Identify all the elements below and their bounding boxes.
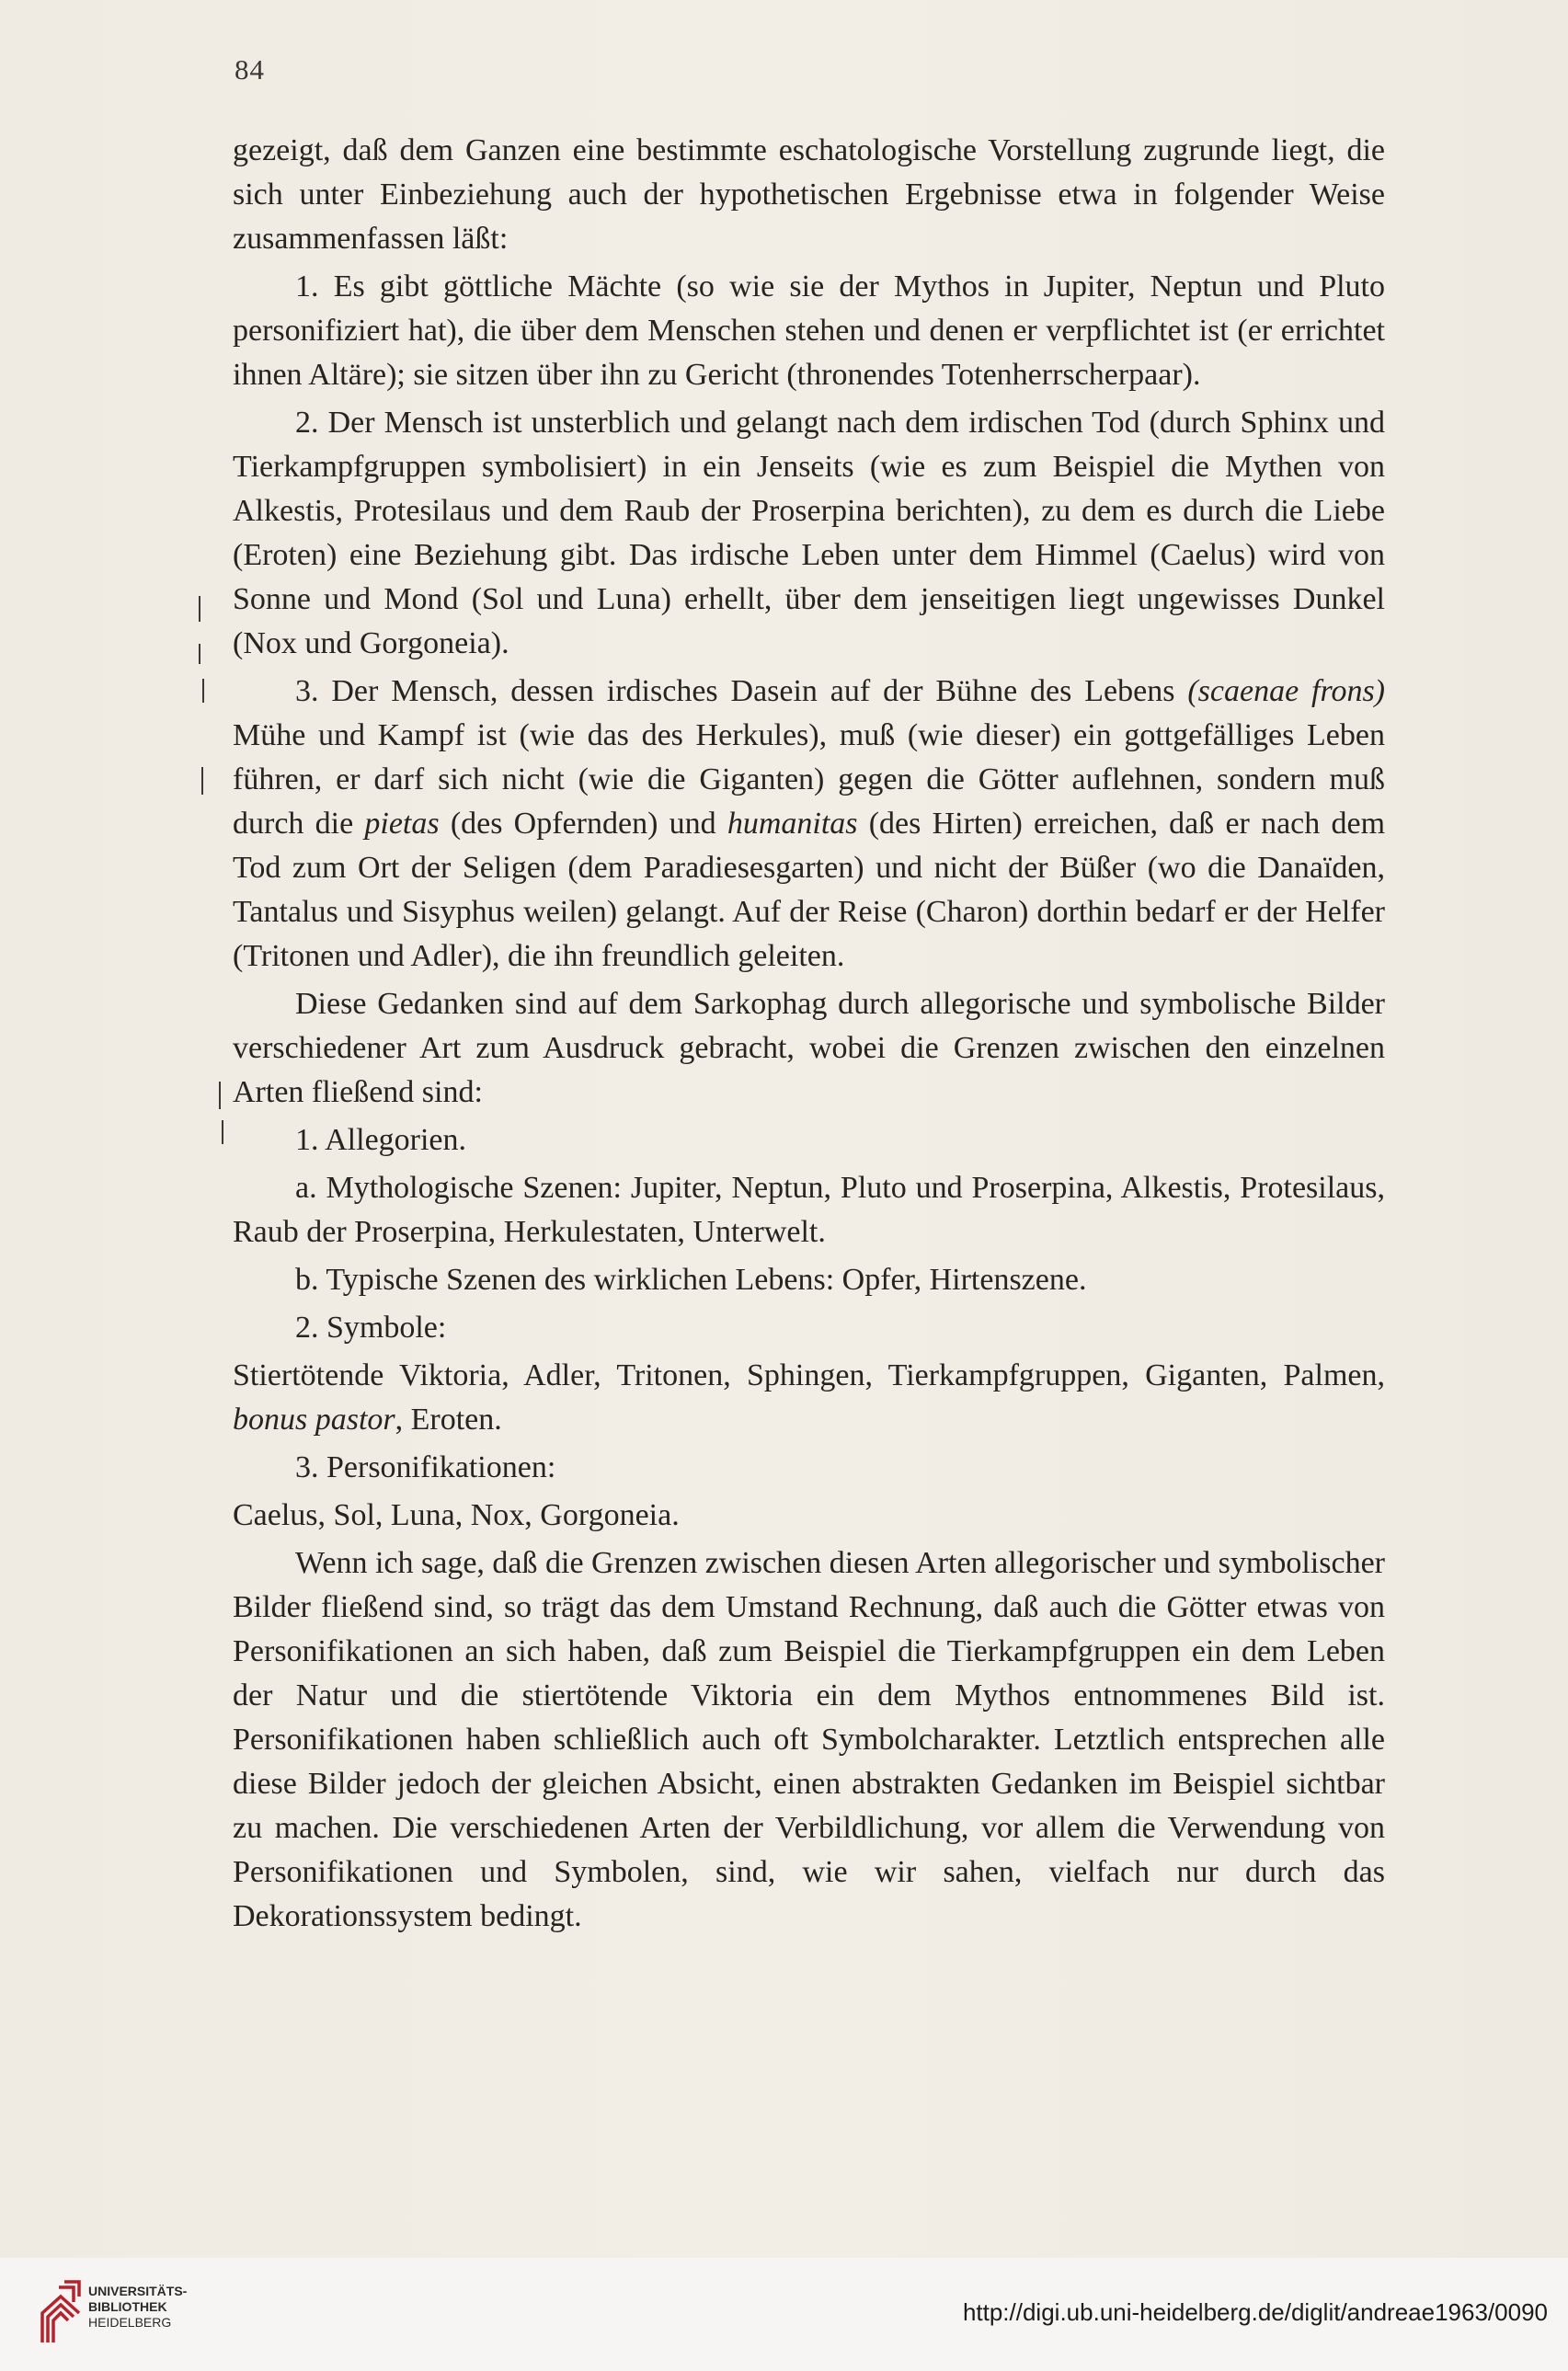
point-3-text-d: (des Hirten) erreichen, daß er nach dem Tod zum Ort der Seligen (dem Paradiesesgarten) und nicht der Büßer (wo die Danaïden, Tantalus und Sisyphus weilen) gelangt. Auf der Reise (Charon) dorthin bedarf er der Helfer (Tritonen und Adler), die ihn freundlich geleiten. xyxy=(233,807,1386,973)
pietas-italic: pietas xyxy=(364,807,440,841)
point-3-text-c: (des Opfernden) und xyxy=(450,807,716,841)
margin-mark xyxy=(222,1120,223,1144)
symbole-heading: 2. Symbole: xyxy=(295,1311,447,1345)
source-url-link[interactable]: http://digi.ub.uni-heidelberg.de/diglit/andreae1963/0090 xyxy=(962,2298,1548,2326)
logo-text-line: BIBLIOTHEK xyxy=(88,2299,167,2314)
symbole-list-a: Stiertötende Viktoria, Adler, Tritonen, Sphingen, Tierkampfgruppen, Giganten, Palmen, xyxy=(233,1358,1385,1392)
logo-text-line: UNIVERSITÄTS- xyxy=(88,2284,188,2298)
point-2-paragraph: 2. Der Mensch ist unsterblich und gelangt nach dem irdischen Tod (durch Sphinx und Tierkampfgruppen symbolisiert) in ein Jenseits (wie es zum Beispiel die Mythen von Alkestis, Protesilaus und dem Raub der Proserpina berichten), zu dem es durch die Liebe (Eroten) eine Beziehung gibt. Das irdische Leben unter dem Himmel (Caelus) wird von Sonne und Mond (Sol und Luna) erhellt, über dem jenseitigen liegt ungewisses Dunkel (Nox und Gorgoneia). xyxy=(233,406,1385,660)
allegorien-a: a. Mythologische Szenen: Jupiter, Neptun, Pluto und Proserpina, Alkestis, Protesilaus, Raub der Proserpina, Herkulestaten, Unterwelt. xyxy=(233,1171,1385,1249)
allegorien-b: b. Typische Szenen des wirklichen Lebens: Opfer, Hirtenszene. xyxy=(295,1263,1087,1297)
margin-mark xyxy=(199,596,200,622)
body-text xyxy=(233,129,1385,1942)
margin-mark xyxy=(201,767,203,795)
scaenae-frons-italic: (scaenae frons) xyxy=(1187,674,1386,708)
personifikationen-list: Caelus, Sol, Luna, Nox, Gorgoneia. xyxy=(233,1498,680,1532)
margin-mark xyxy=(219,1082,221,1109)
symbole-list xyxy=(233,1354,1385,1442)
point-3-paragraph xyxy=(233,670,1385,979)
humanitas-italic: humanitas xyxy=(727,807,858,841)
point-3-text-a: 3. Der Mensch, dessen irdisches Dasein auf der Bühne des Lebens xyxy=(295,674,1175,708)
symbole-list-b: , Eroten. xyxy=(395,1403,502,1437)
margin-mark xyxy=(199,644,200,664)
gedanken-paragraph: Diese Gedanken sind auf dem Sarkophag durch allegorische und symbolische Bilder verschiedener Art zum Ausdruck gebracht, wobei die Grenzen zwischen den einzelnen Arten fließend sind: xyxy=(233,987,1385,1109)
allegorien-heading: 1. Allegorien. xyxy=(295,1123,467,1157)
point-3-text-b: Mühe und Kampf ist (wie das des Herkules), muß (wie dieser) ein gottgefälliges Leben führen, er darf sich nicht (wie die Giganten) gegen die Götter auflehnen, sondern muß durch die xyxy=(233,718,1385,841)
intro-paragraph: gezeigt, daß dem Ganzen eine bestimmte eschatologische Vorstellung zugrunde liegt, die sich unter Einbeziehung auch der hypothetischen Ergebnisse etwa in folgender Weise zusammenfassen läßt: xyxy=(233,133,1385,256)
point-1-paragraph: 1. Es gibt göttliche Mächte (so wie sie der Mythos in Jupiter, Neptun und Pluto personifiziert hat), die über dem Menschen stehen und denen er verpflichtet ist (er errichtet ihnen Altäre); sie sitzen über ihn zu Gericht (thronendes Totenherrscherpaar). xyxy=(233,269,1385,392)
university-library-logo[interactable] xyxy=(37,2276,193,2354)
personifikationen-heading: 3. Personifikationen: xyxy=(295,1450,556,1484)
bonus-pastor-italic: bonus pastor xyxy=(233,1403,395,1437)
footer-bar xyxy=(0,2258,1568,2371)
logo-text-line: HEIDELBERG xyxy=(88,2315,172,2330)
logo-text xyxy=(88,2284,187,2331)
margin-mark xyxy=(202,679,204,703)
page-number: 84 xyxy=(235,53,265,86)
closing-paragraph: Wenn ich sage, daß die Grenzen zwischen diesen Arten allegorischer und symbolischer Bilder fließend sind, so trägt das dem Umstand Rechnung, daß auch die Götter etwas von Personifikationen an sich haben, daß zum Beispiel die Tierkampfgruppen ein dem Leben der Natur und die stiertötende Viktoria ein dem Mythos entnommenes Bild ist. Personifikationen haben schließlich auch oft Symbolcharakter. Letztlich entsprechen alle diese Bilder jedoch der gleichen Absicht, einen abstrakten Gedanken im Beispiel sichtbar zu machen. Die verschiedenen Arten der Verbildlichung, vor allem die Verwendung von Personifikationen und Symbolen, sind, wie wir sahen, vielfach nur durch das Dekorationssystem bedingt. xyxy=(233,1546,1385,1933)
library-logo-icon xyxy=(37,2276,85,2348)
